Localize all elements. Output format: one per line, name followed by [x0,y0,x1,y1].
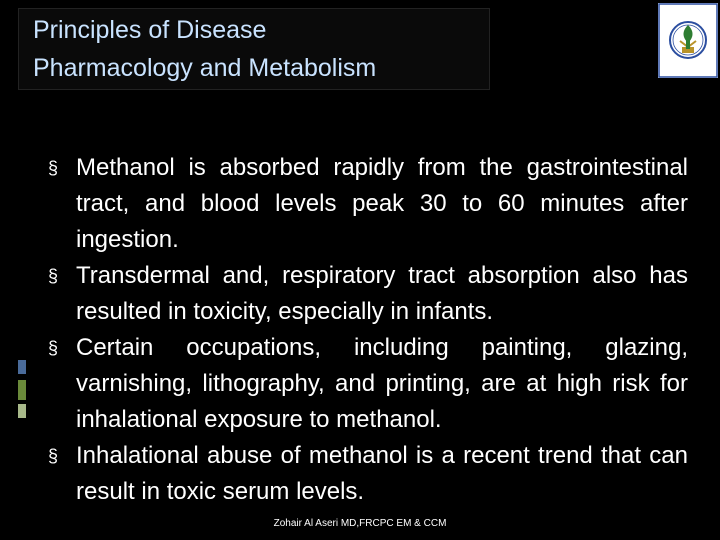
bullet-marker: § [48,338,59,358]
university-seal-icon [658,3,718,78]
bullet-marker: § [48,266,59,286]
bullet-item [48,258,688,330]
bullet-marker: § [48,158,59,178]
slide-footer: Zohair Al Aseri MD,FRCPC EM & CCM [273,518,447,529]
decor-strip-1 [18,360,26,374]
decor-strip-2 [18,380,26,400]
bullet-item [48,330,688,438]
bullet-text: Certain occupations, including painting, glazing, varnishing, lithography, and printing, are at high risk for inhalational exposure to methanol. [76,334,688,433]
bullet-item [48,150,688,258]
bullet-marker: § [48,446,59,466]
bullet-text: Transdermal and, respiratory tract absorption also has resulted in toxicity, especially in infants. [76,262,688,325]
bullet-item [48,438,688,510]
bullet-text: Inhalational abuse of methanol is a recent trend that can result in toxic serum levels. [76,442,688,505]
slide-body [48,150,688,510]
slide-title-line-1: Principles of Disease [33,16,267,44]
bullet-text: Methanol is absorbed rapidly from the gastrointestinal tract, and blood levels peak 30 to 60 minutes after ingestion. [76,154,688,253]
decor-strip-3 [18,404,26,418]
slide-title-line-2: Pharmacology and Metabolism [33,54,377,82]
title-box [18,8,490,90]
